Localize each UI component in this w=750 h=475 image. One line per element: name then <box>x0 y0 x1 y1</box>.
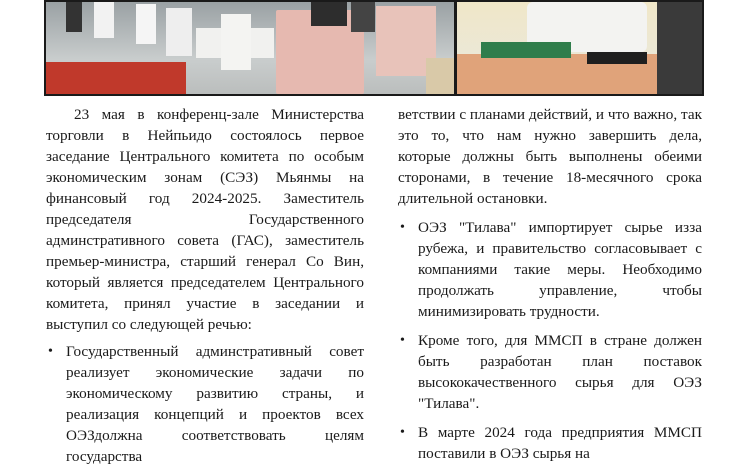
bullet-icon: • <box>48 344 53 359</box>
right-column <box>398 104 702 472</box>
list-item-text: В марте 2024 года предприятия ММСП поставили в ОЭЗ сырья на <box>418 424 702 462</box>
bullet-icon: • <box>400 220 405 235</box>
chairman-photo <box>454 2 702 94</box>
intro-paragraph: 23 мая в конференц-зале Министерства торговли в Нейпьидо состоялось первое заседание Центрального комитета по особым экономическим зонам (СЭЗ) Мьянмы на финансовый год 2024-2025. Заместитель председателя Государственного админстративного совета (ГАС), заместитель премьер-министра, старший генерал Со Вин, который является председателем Центрального комитета, принял участие в заседании и выступил со следующей речью: <box>46 106 364 333</box>
list-item-text: Государственный админстративный совет реализует экономические задачи по экономическому развитию страны, и реализация концепций и проектов всех ОЭЗдолжна соответствовать целям государства <box>66 343 364 465</box>
left-bullet-list <box>46 341 364 467</box>
photo-strip <box>44 0 704 96</box>
right-bullet-list <box>398 217 702 464</box>
bullet-icon: • <box>400 425 405 440</box>
list-item-text: ОЭЗ "Тилава" импортирует сырье изза рубежа, и правительство согласовывает с компаниями такие меры. Необходимо продолжать управление, чтобы минимизировать трудности. <box>418 219 702 320</box>
list-item <box>398 330 702 414</box>
conference-hall-photo <box>46 2 454 94</box>
continuation-paragraph: ветствии с планами действий, и что важно, так это то, что нам нужно завершить дела, которые должны быть выполнены обеими сторонами, в течение 18-месячного срока длительной остановки. <box>398 106 702 207</box>
list-item <box>398 217 702 322</box>
list-item-text: Кроме того, для ММСП в стране должен быть разработан план поставок высококачественного сырья для ОЭЗ "Тилава". <box>418 332 702 412</box>
list-item <box>398 422 702 464</box>
left-column <box>46 104 364 475</box>
list-item <box>46 341 364 467</box>
bullet-icon: • <box>400 333 405 348</box>
